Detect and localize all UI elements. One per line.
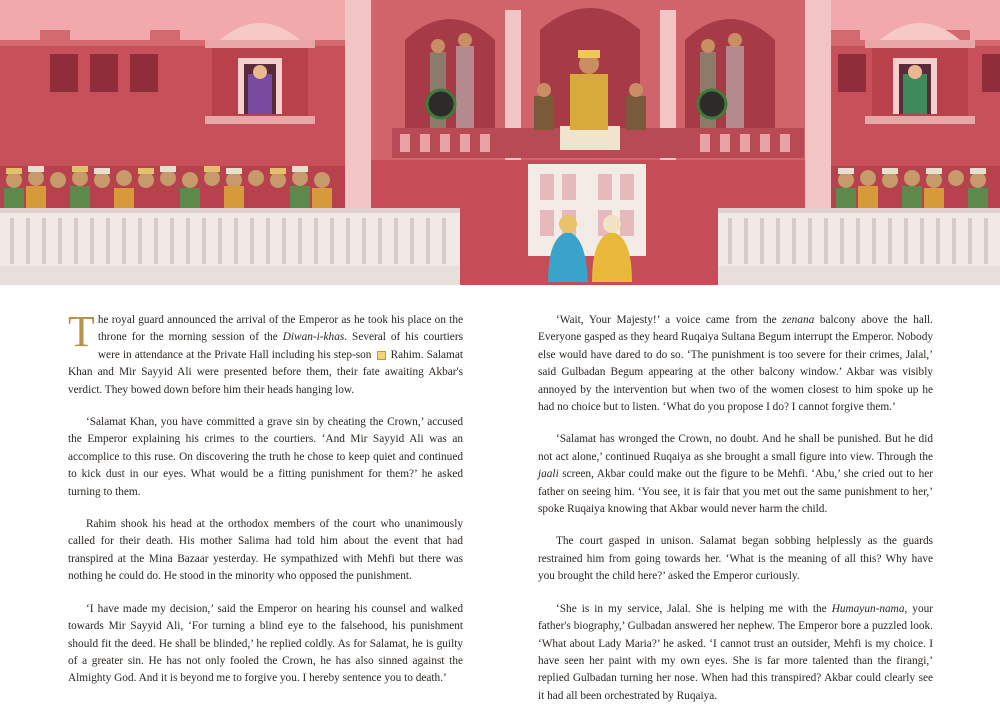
right-paragraph-2 (538, 431, 933, 518)
right-p4-text-a: ‘She is in my service, Jalal. She is helping me with the (556, 602, 832, 615)
side-wall-right (646, 208, 718, 285)
ornament-icon (377, 351, 386, 360)
right-paragraph-3: The court gasped in unison. Salamat began sobbing helplessly as the guards restrained him from going towards her. ‘What is the meaning of all this? Why have you brought the child here?’ asked the Emperor curiously. (538, 535, 933, 583)
left-paragraph-3: Rahim shook his head at the orthodox members of the court who unanimously called for their death. His mother Salima had told him about the event that had transpired at the Mina Bazaar yesterday. He sympathized with Mehfi but there was nothing he could do. He stood in the minority who opposed the punishment. (68, 518, 463, 583)
right-p1-text-b: balcony above the hall. Everyone gasped as they heard Ruqaiya Sultana Begum interrupt the Emperor. Nobody else would have dared to do so. ‘The punishment is too severe for their crimes, Jalal,’ said Gulbadan Begum appearing at the other balcony window.’ Akbar was visibly annoyed by the intervention but when two of the women closest to him spoke up he had no choice but to listen. ‘What do you propose I do? I cannot forgive them.’ (538, 314, 933, 414)
right-p1-text-a: ‘Wait, Your Majesty!’ a voice came from the (556, 314, 783, 326)
railing-left (0, 208, 460, 285)
left-paragraph-2: ‘Salamat Khan, you have committed a grave sin by cheating the Crown,’ accused the Emperor explaining his crimes to the courtiers. ‘And Mir Sayyid Ali was an accomplice to this ruse. On discovering the truth he chose to keep quiet and continued to kick dust in our eyes. What would be a fitting punishment for them?’ he asked turning to them. (68, 416, 463, 498)
lattice-windows-left (50, 54, 158, 92)
left-p1-text-a: he royal guard announced the arrival of the Emperor as he took his place on the throne for the morning session of the (97, 314, 463, 344)
right-p1-italic: zenana (782, 314, 815, 326)
side-wall-left (460, 208, 528, 285)
left-p1-italic: Diwan-i-khas (282, 331, 345, 344)
right-p2-text-b: screen, Akbar could make out the figure to be Mehfi. ‘Abu,’ she cried out to her father on seeing him. ‘You see, it is fair that you met out the same punishment to her,’ spoke Ruqaiya knowing that Akbar would never harm the child. (538, 468, 933, 516)
right-p2-italic: jaali (538, 468, 559, 481)
left-p1-text-b: . Several of his courtiers were in attendance at the Private Hall including his step-son (97, 331, 463, 361)
right-p2-text-a: ‘Salamat has wronged the Crown, no doubt. And he shall be punished. But he did not act alone,’ continued Ruqaiya as she brought a small figure into view. Through the (538, 433, 933, 463)
railing-right (718, 208, 1000, 285)
left-paragraph-4: ‘I have made my decision,’ said the Emperor on hearing his counsel and walked towards Mir Sayyid Ali, ‘For turning a blind eye to the falsehood, his punishment should fit the deed. He shall be blinded,’ he replied coldly. As for Salamat, he is guilty of a greater sin. He has not only fooled the Crown, he has also sinned against the Almighty God. And it is beyond me to forgive you. I hereby sentence you to death.’ (68, 602, 463, 685)
drop-cap: T (68, 307, 95, 356)
right-p4-text-b: , your father's biography,’ Gulbadan answered her nephew. The Emperor bore a puzzled look. ‘What about Lady Maria?’ he asked. ‘I cannot trust an outsider, Mehfi is my choice. I have seen her paint with my own eyes. She is far more talented than the firangi,’ replied Gulbadan turning her nose. When had this transpired? Akbar could clearly see it had all been orchestrated by Ruqaiya. (538, 602, 934, 702)
right-p4-italic: Humayun-nama (831, 602, 905, 615)
left-text-column (68, 307, 463, 703)
right-paragraph-4 (538, 601, 933, 705)
right-text-column (538, 312, 933, 720)
jaali-screen (528, 164, 646, 256)
right-paragraph-1 (538, 312, 933, 416)
left-paragraph-1 (68, 307, 463, 399)
left-p1-text-c: Rahim. Salamat Khan and Mir Sayyid Ali were presented before them, their fate awaiting Akbar's verdict. They bowed down before him their heads hanging low. (68, 348, 463, 396)
court-illustration (0, 0, 1000, 285)
